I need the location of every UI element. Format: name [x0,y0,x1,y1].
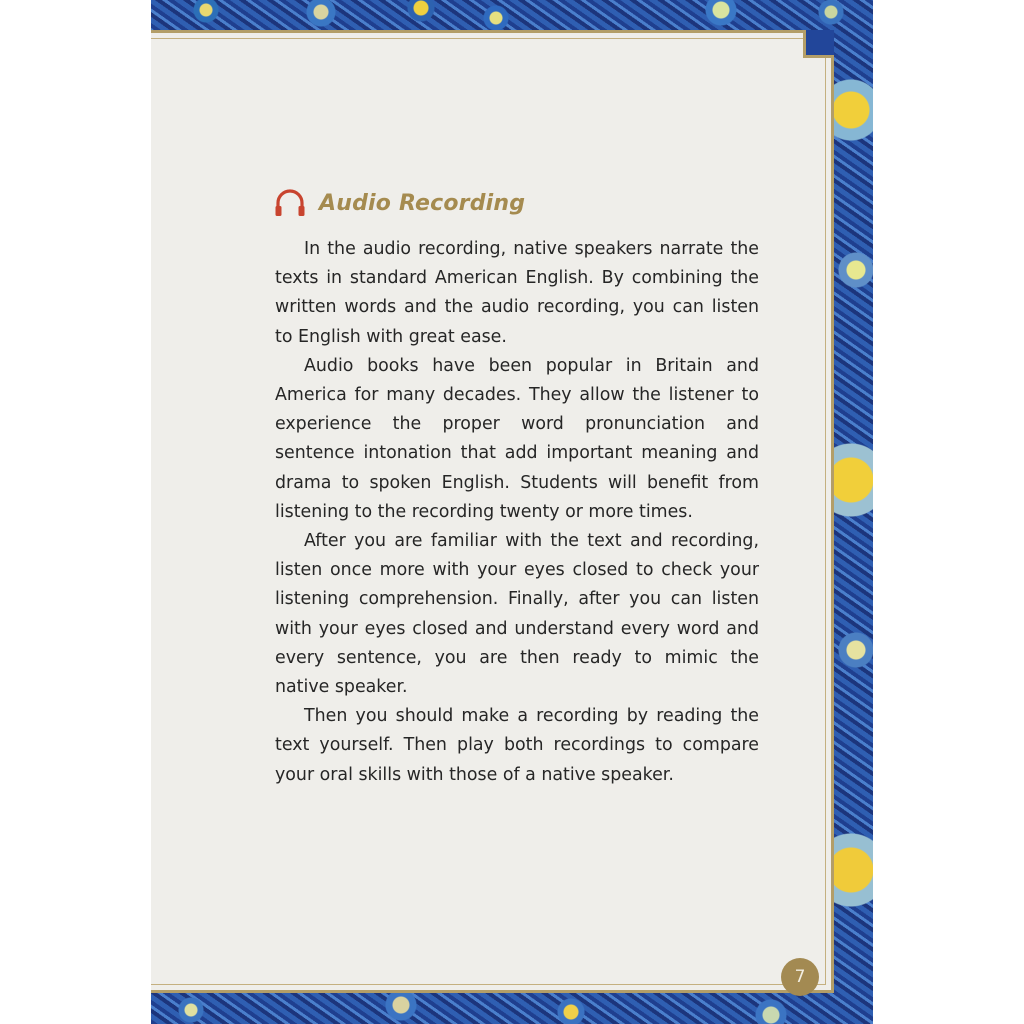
paragraph: In the audio recording, native speakers narrate the texts in standard American English. By combining the written words and the audio recording, you can listen to English with great ease. [275,239,759,347]
frame-corner-notch [803,30,834,58]
book-page [151,0,873,1024]
body-text [275,235,759,790]
paragraph: After you are familiar with the text and recording, listen once more with your eyes closed to check your listening comprehension. Finally, after you can listen with your eyes closed and understand every word and every sentence, you are then ready to mimic the native speaker. [275,531,759,698]
section-title: Audio Recording [319,190,526,216]
paragraph: Then you should make a recording by reading the text yourself. Then play both recordings to compare your oral skills with those of a native speaker. [275,706,759,785]
page-number-badge: 7 [781,958,819,996]
paragraph: Audio books have been popular in Britain and America for many decades. They allow the listener to experience the proper word pronunciation and sentence intonation that add important meaning and drama to spoken English. Students will benefit from listening to the recording twenty or more times. [275,355,759,522]
section-heading [274,186,525,220]
headphones-icon [274,188,306,218]
